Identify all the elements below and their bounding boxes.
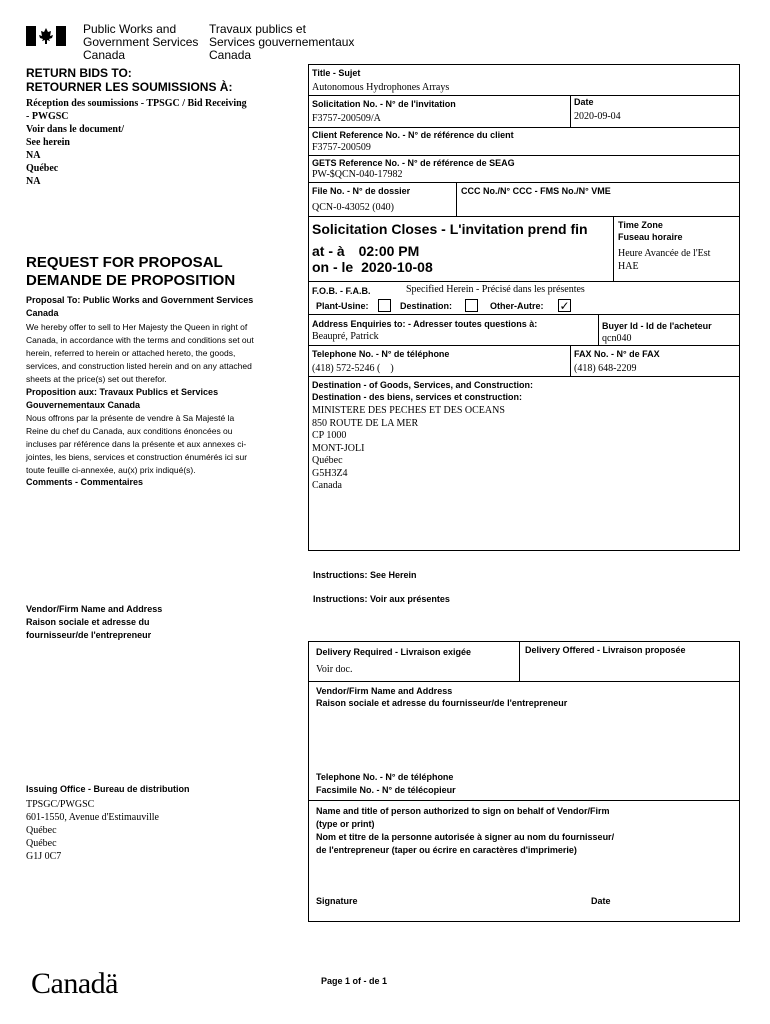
authorized-signer-label: Name and title of person authorized to sign on behalf of Vendor/Firm (type or print) Nom et titre de la personne autorisée à signer au nom du fournisseur/ de l'entrepreneur (taper ou écrire en caractères d'imprimerie)	[316, 806, 615, 855]
org-name-fr: Travaux publics et Services gouvernementaux Canada	[209, 22, 355, 62]
closes-on	[312, 259, 433, 275]
client-ref-value: F3757-200509	[312, 142, 371, 153]
closes-at	[312, 243, 419, 259]
vendor-name-label: Vendor/Firm Name and Address Raison sociale et adresse du fournisseur/de l'entrepreneur	[316, 686, 568, 708]
issuing-office-address: TPSGC/PWGSC 601-1550, Avenue d'Estimauville Québec Québec G1J 0C7	[26, 799, 159, 862]
solicitation-no-label: Solicitation No. - N° de l'invitation	[312, 99, 456, 109]
issuing-office-label: Issuing Office - Bureau de distribution	[26, 784, 190, 794]
address-enquiries-value: Beaupré, Patrick	[312, 331, 379, 342]
page-number: Page 1 of - de 1	[321, 976, 388, 986]
fax-label: FAX No. - N° de FAX	[574, 349, 660, 359]
check-mark-icon: ✓	[559, 299, 570, 313]
canada-wordmark: Canadä	[31, 967, 118, 1000]
org-name-en: Public Works and Government Services Canada	[83, 22, 199, 62]
buyer-id-value: qcn040	[602, 333, 632, 344]
other-label: Other-Autre:	[490, 301, 544, 311]
destination-checkbox[interactable]	[465, 299, 478, 312]
instructions-en: Instructions: See Herein	[313, 570, 417, 580]
file-no-label: File No. - N° de dossier	[312, 186, 411, 196]
return-bids-address: Réception des soumissions - TPSGC / Bid Receiving - PWGSC Voir dans le document/ See herein NA Québec NA	[26, 98, 247, 187]
client-ref-label: Client Reference No. - N° de référence du client	[312, 130, 514, 140]
telephone-label: Telephone No. - N° de téléphone	[312, 349, 450, 359]
other-checkbox[interactable]	[558, 299, 571, 312]
comments-label: Comments - Commentaires	[26, 477, 144, 487]
gets-ref-value: PW-$QCN-040-17982	[312, 169, 403, 180]
buyer-id-label: Buyer Id - Id de l'acheteur	[602, 321, 712, 331]
destination-goods-label: Destination - of Goods, Services, and Construction: Destination - des biens, services et construction:	[312, 380, 534, 402]
time-zone-label: Time Zone Fuseau horaire	[618, 220, 683, 242]
date-label: Date	[574, 97, 594, 107]
fob-value: Specified Herein - Précisé dans les présentes	[406, 284, 585, 295]
instructions-fr: Instructions: Voir aux présentes	[313, 594, 450, 604]
plant-label: Plant-Usine:	[316, 301, 369, 311]
proposition-text: Nous offrons par la présente de vendre à Sa Majesté la Reine du chef du Canada, aux conditions énoncées ou incluses par référence dans la présente et aux annexes ci-jointes, les biens, services et construction énumérés ici sur toute feuille ci-annexée, au(x) prix indiqué(s).	[26, 413, 248, 475]
file-no-value: QCN-0-43052 (040)	[312, 202, 394, 213]
proposal-to-text: We hereby offer to sell to Her Majesty the Queen in right of Canada, in accordance with the terms and conditions set out herein, referred to herein or attached hereto, the goods, services, and construction listed herein and on any attached sheets at the price(s) set out therefor.	[26, 322, 254, 384]
plant-checkbox[interactable]	[378, 299, 391, 312]
title-value: Autonomous Hydrophones Arrays	[312, 82, 450, 93]
closes-on-label: on - le	[312, 259, 354, 275]
time-zone-value: Heure Avancée de l'Est HAE	[618, 248, 711, 272]
date-value: 2020-09-04	[574, 111, 621, 122]
closes-at-value: 02:00 PM	[358, 243, 420, 259]
destination-label: Destination:	[400, 301, 453, 311]
signature-label: Signature	[316, 896, 358, 906]
return-bids-label: RETURN BIDS TO: RETOURNER LES SOUMISSIONS À:	[26, 66, 233, 94]
telephone-value: (418) 572-5246 ( )	[312, 363, 394, 374]
vendor-left-label: Vendor/Firm Name and Address Raison sociale et adresse du fournisseur/de l'entrepreneur	[26, 604, 163, 640]
destination-address: MINISTERE DES PECHES ET DES OCEANS 850 ROUTE DE LA MER CP 1000 MONT-JOLI Québec G5H3Z4 Canada	[312, 405, 505, 491]
canada-flag-icon	[26, 26, 66, 46]
vendor-contact-label: Telephone No. - N° de téléphone Facsimile No. - N° de télécopieur	[316, 772, 456, 795]
delivery-required-value: Voir doc.	[316, 664, 353, 675]
fob-label: F.O.B. - F.A.B.	[312, 286, 371, 296]
delivery-required-label: Delivery Required - Livraison exigée	[316, 647, 472, 657]
page-title: REQUEST FOR PROPOSAL DEMANDE DE PROPOSITION	[26, 254, 236, 289]
fax-value: (418) 648-2209	[574, 363, 637, 374]
closes-at-label: at - à	[312, 243, 345, 259]
solicitation-no-value: F3757-200509/A	[312, 113, 381, 124]
ccc-no-label: CCC No./N° CCC - FMS No./N° VME	[461, 186, 611, 196]
proposal-to-label: Proposal To: Public Works and Government Services Canada	[26, 295, 254, 318]
title-label: Title - Sujet	[312, 68, 361, 78]
gets-ref-label: GETS Reference No. - N° de référence de SEAG	[312, 158, 515, 168]
closes-label: Solicitation Closes - L'invitation prend fin	[312, 221, 588, 237]
proposition-label: Proposition aux: Travaux Publics et Services Gouvernementaux Canada	[26, 387, 219, 410]
address-enquiries-label: Address Enquiries to: - Adresser toutes questions à:	[312, 319, 538, 329]
closes-on-value: 2020-10-08	[361, 259, 433, 275]
signature-date-label: Date	[591, 896, 611, 906]
delivery-offered-label: Delivery Offered - Livraison proposée	[525, 645, 686, 655]
